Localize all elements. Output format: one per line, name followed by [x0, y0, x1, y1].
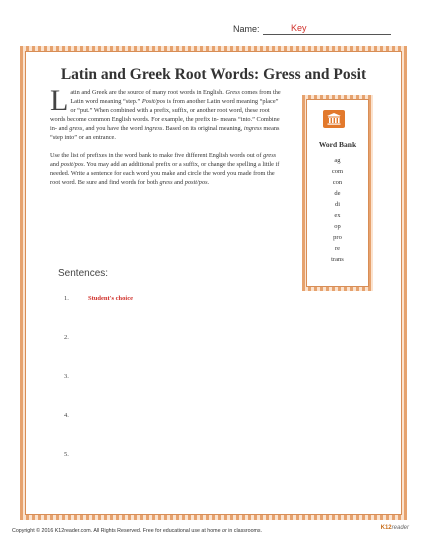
word-bank-item: ex — [334, 212, 341, 219]
sentence-number: 3. — [64, 373, 69, 380]
drop-cap: L — [50, 84, 69, 117]
word-bank-item: com — [331, 168, 344, 175]
sentence-answer: Student's choice — [88, 295, 133, 302]
text-run: gress — [69, 125, 83, 132]
text-run: Posit/pos — [141, 98, 166, 105]
sentence-line-2[interactable] — [64, 334, 88, 341]
text-run: is from another Latin word meaning “place” or “put.” When combined with a prefix, suffix, or another root word, these root words become common English words. For example, the prefix in- means “into.” Combine in- and — [50, 98, 280, 132]
word-bank-list — [307, 155, 368, 265]
sentence-number: 2. — [64, 334, 69, 341]
text-run: and — [172, 179, 185, 186]
text-run: means “step into” or an entrance. — [50, 125, 280, 141]
page-title: Latin and Greek Root Words: Gress and Posit — [60, 66, 367, 83]
footer-copyright — [12, 528, 262, 534]
sentence-line-4[interactable] — [64, 412, 88, 419]
text-run: posit/pos — [60, 161, 84, 168]
text-run: comes from the Latin word meaning “step.” — [70, 89, 281, 105]
text-run: ingress — [243, 125, 262, 132]
worksheet-border — [20, 46, 407, 520]
passage-paragraph-1 — [50, 84, 284, 142]
sentence-line-3[interactable] — [64, 373, 88, 380]
word-bank-item: trans — [331, 256, 344, 263]
sentence-number: 5. — [64, 451, 69, 458]
word-bank-item: con — [332, 179, 343, 186]
footer-text: Copyright © 2016 K12reader.com. All Rights Reserved. Free for educational use at home — [12, 528, 223, 534]
word-bank-item: re — [334, 245, 341, 252]
temple-icon — [323, 110, 345, 128]
footer-text: or — [222, 528, 227, 534]
sentence-line-5[interactable] — [64, 451, 88, 458]
name-field[interactable] — [263, 24, 391, 35]
text-run: atin and Greek are the source of many root words in English. — [70, 89, 226, 96]
word-bank-item: di — [334, 201, 341, 208]
word-bank-item: ag — [334, 157, 341, 164]
text-run: Gress — [225, 89, 240, 96]
sentence-number: 1. — [64, 295, 69, 302]
word-bank-title: Word Bank — [318, 140, 357, 149]
name-label: Name: — [233, 24, 260, 34]
sentences-heading: Sentences: — [58, 268, 109, 279]
word-bank-item: pro — [333, 234, 342, 241]
text-run: Use the list of prefixes in the word bank to make five different English words out of — [50, 152, 264, 159]
text-run: and — [50, 161, 61, 168]
word-bank-box — [302, 95, 373, 291]
name-line — [233, 23, 307, 34]
logo-prefix: K12 — [380, 525, 392, 531]
text-run: gress — [263, 152, 277, 159]
text-run: , and you have the word — [82, 125, 145, 132]
word-bank-item: op — [334, 223, 341, 230]
text-run: . Based on its original meaning, — [162, 125, 244, 132]
footer-text: in classrooms. — [226, 528, 263, 534]
sentence-line-1[interactable] — [64, 295, 133, 302]
text-run: posit/pos — [184, 179, 208, 186]
logo-rest: reader — [391, 525, 409, 531]
text-run: . You may add an additional prefix or a suffix, or change the spelling a little if needed. Write a sentence for each word you make and circle the word you made from the root word. Be sure and find words for both — [50, 161, 280, 186]
text-run: . — [207, 179, 210, 186]
k12reader-logo — [381, 525, 409, 531]
text-run: gress — [159, 179, 173, 186]
name-value: Key — [291, 23, 307, 33]
word-bank-item: de — [334, 190, 341, 197]
worksheet-panel — [25, 51, 402, 515]
word-bank-panel — [306, 99, 369, 287]
passage-paragraph-2 — [50, 151, 284, 187]
passage — [50, 84, 284, 196]
sentence-number: 4. — [64, 412, 69, 419]
text-run: ingress — [144, 125, 163, 132]
